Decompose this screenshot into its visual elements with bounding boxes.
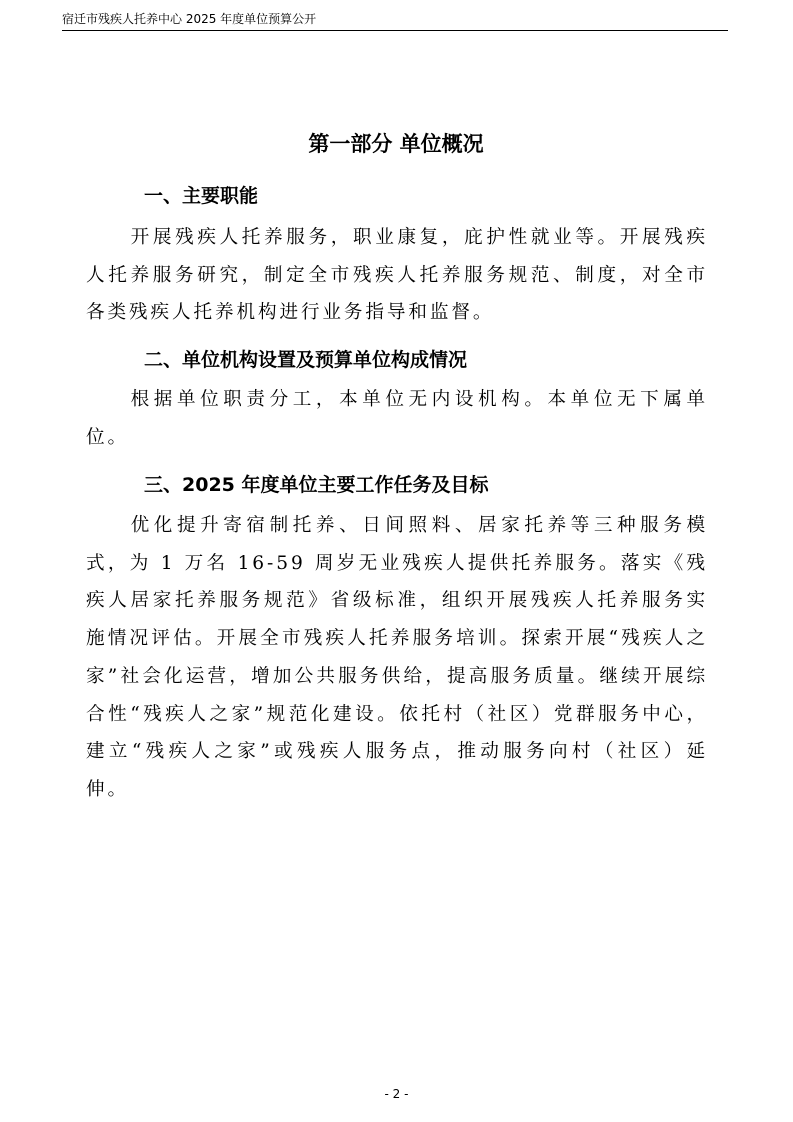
section-paragraph-organization: 根据单位职责分工，本单位无内设机构。本单位无下属单位。 [86,389,708,448]
page-number: - 2 - [384,1087,409,1101]
section-heading-tasks-goals: 三、2025 年度单位主要工作任务及目标 [144,474,489,496]
section-paragraph-tasks-goals: 优化提升寄宿制托养、日间照料、居家托养等三种服务模式，为 1 万名 16-59 周岁无业残疾人提供托养服务。落实《残疾人居家托养服务规范》省级标准，组织开展残疾人托养服务实施情况评估。开展全市残疾人托养服务培训。探索开展“残疾人之家”社会化运营，增加公共服务供给，提高服务质量。继续开展综合性“残疾人之家”规范化建设。依托村（社区）党群服务中心，建立“残疾人之家”或残疾人服务点，推动服务向村（社区）延伸。 [86,515,708,800]
page-title: 第一部分 单位概况 [308,132,484,156]
running-header [62,8,728,31]
section-paragraph-main-functions: 开展残疾人托养服务，职业康复，庇护性就业等。开展残疾人托养服务研究，制定全市残疾人托养服务规范、制度，对全市各类残疾人托养机构进行业务指导和监督。 [86,227,708,324]
running-header-title: 宿迁市残疾人托养中心 2025 年度单位预算公开 [62,12,317,26]
section-heading-organization: 二、单位机构设置及预算单位构成情况 [144,349,468,371]
section-heading-main-functions: 一、主要职能 [144,185,259,207]
